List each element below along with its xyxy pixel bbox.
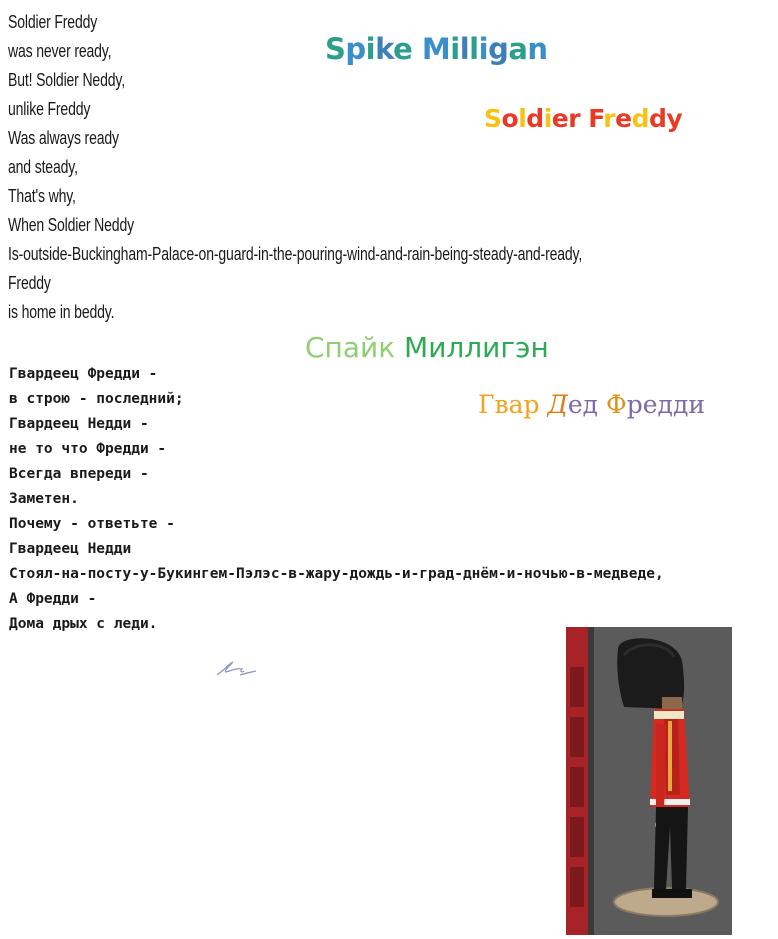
title-letter bbox=[412, 32, 422, 66]
title-letter: S bbox=[325, 32, 346, 66]
title-letter: l bbox=[459, 32, 470, 66]
title-letter: M bbox=[421, 32, 451, 66]
poem-line: was never ready, bbox=[8, 41, 112, 61]
title-letter: d bbox=[631, 104, 649, 133]
poem-line: Почему - ответьте - bbox=[9, 516, 175, 532]
poem-line: Гвардеец Недди bbox=[9, 541, 132, 557]
poem-line: That's why, bbox=[8, 186, 76, 206]
poem-title-part: Ф bbox=[605, 390, 627, 419]
title-letter: r bbox=[603, 104, 616, 133]
title-letter: i bbox=[365, 32, 376, 66]
poem-line: unlike Freddy bbox=[8, 99, 91, 119]
poem-line: Гвардеец Недди - bbox=[9, 416, 149, 432]
title-letter: e bbox=[393, 32, 413, 66]
title-letter: l bbox=[518, 104, 527, 133]
poem-line: в строю - последний; bbox=[9, 391, 184, 407]
poem-line: Is-outside-Buckingham-Palace-on-guard-in-the-pouring-wind-and-rain-being-steady-and-ready, bbox=[8, 244, 583, 264]
title-letter: n bbox=[527, 32, 548, 66]
title-letter: g bbox=[488, 32, 509, 66]
title-letter: d bbox=[526, 104, 544, 133]
poem-line: А Фредди - bbox=[9, 591, 97, 607]
author-first-name: Спайк bbox=[305, 331, 396, 364]
poem-line: and steady, bbox=[8, 157, 78, 177]
english-poem-title bbox=[484, 104, 682, 133]
poem-line: But! Soldier Neddy, bbox=[8, 70, 125, 90]
poem-line: is home in beddy. bbox=[8, 302, 115, 322]
poem-line: не то что Фредди - bbox=[9, 441, 167, 457]
poem-title-part: ед bbox=[567, 390, 599, 419]
title-letter: F bbox=[588, 104, 604, 133]
title-letter: r bbox=[568, 104, 581, 133]
title-letter: d bbox=[649, 104, 667, 133]
title-letter: i bbox=[543, 104, 552, 133]
royal-guard-photo bbox=[566, 627, 732, 935]
signature-scribble bbox=[214, 656, 258, 680]
title-letter: e bbox=[615, 104, 632, 133]
poem-line: Soldier Freddy bbox=[8, 12, 98, 32]
title-letter: p bbox=[345, 32, 366, 66]
poem-title-part: редди bbox=[626, 390, 705, 419]
title-letter: y bbox=[666, 104, 683, 133]
poem-line: Гвардеец Фредди - bbox=[9, 366, 158, 382]
author-last-name: Миллигэн bbox=[404, 331, 549, 364]
title-letter: S bbox=[484, 104, 502, 133]
poem-title-text bbox=[484, 104, 682, 133]
title-letter: a bbox=[508, 32, 528, 66]
title-letter: e bbox=[551, 104, 569, 133]
poem-line: Дома дрых с леди. bbox=[9, 616, 158, 632]
title-letter: k bbox=[375, 32, 394, 66]
title-letter: i bbox=[450, 32, 460, 66]
russian-poem bbox=[9, 362, 664, 637]
poem-title-part: Д bbox=[547, 390, 568, 419]
poem-title-part: Гвар bbox=[478, 390, 540, 419]
russian-author-title bbox=[305, 331, 549, 364]
title-letter: o bbox=[501, 104, 519, 133]
author-title-text bbox=[325, 32, 548, 66]
poem-line: Всегда впереди - bbox=[9, 466, 149, 482]
poem-line: Was always ready bbox=[8, 128, 119, 148]
title-letter: i bbox=[478, 32, 489, 66]
poem-line: Стоял-на-посту-у-Букингем-Пэлэс-в-жару-дождь-и-град-днём-и-ночью-в-медведе, bbox=[9, 566, 664, 582]
title-letter: l bbox=[469, 32, 479, 66]
english-author-title bbox=[325, 32, 548, 66]
poem-line: Freddy bbox=[8, 273, 51, 293]
poem-line: When Soldier Neddy bbox=[8, 215, 134, 235]
poem-line: Заметен. bbox=[9, 491, 79, 507]
